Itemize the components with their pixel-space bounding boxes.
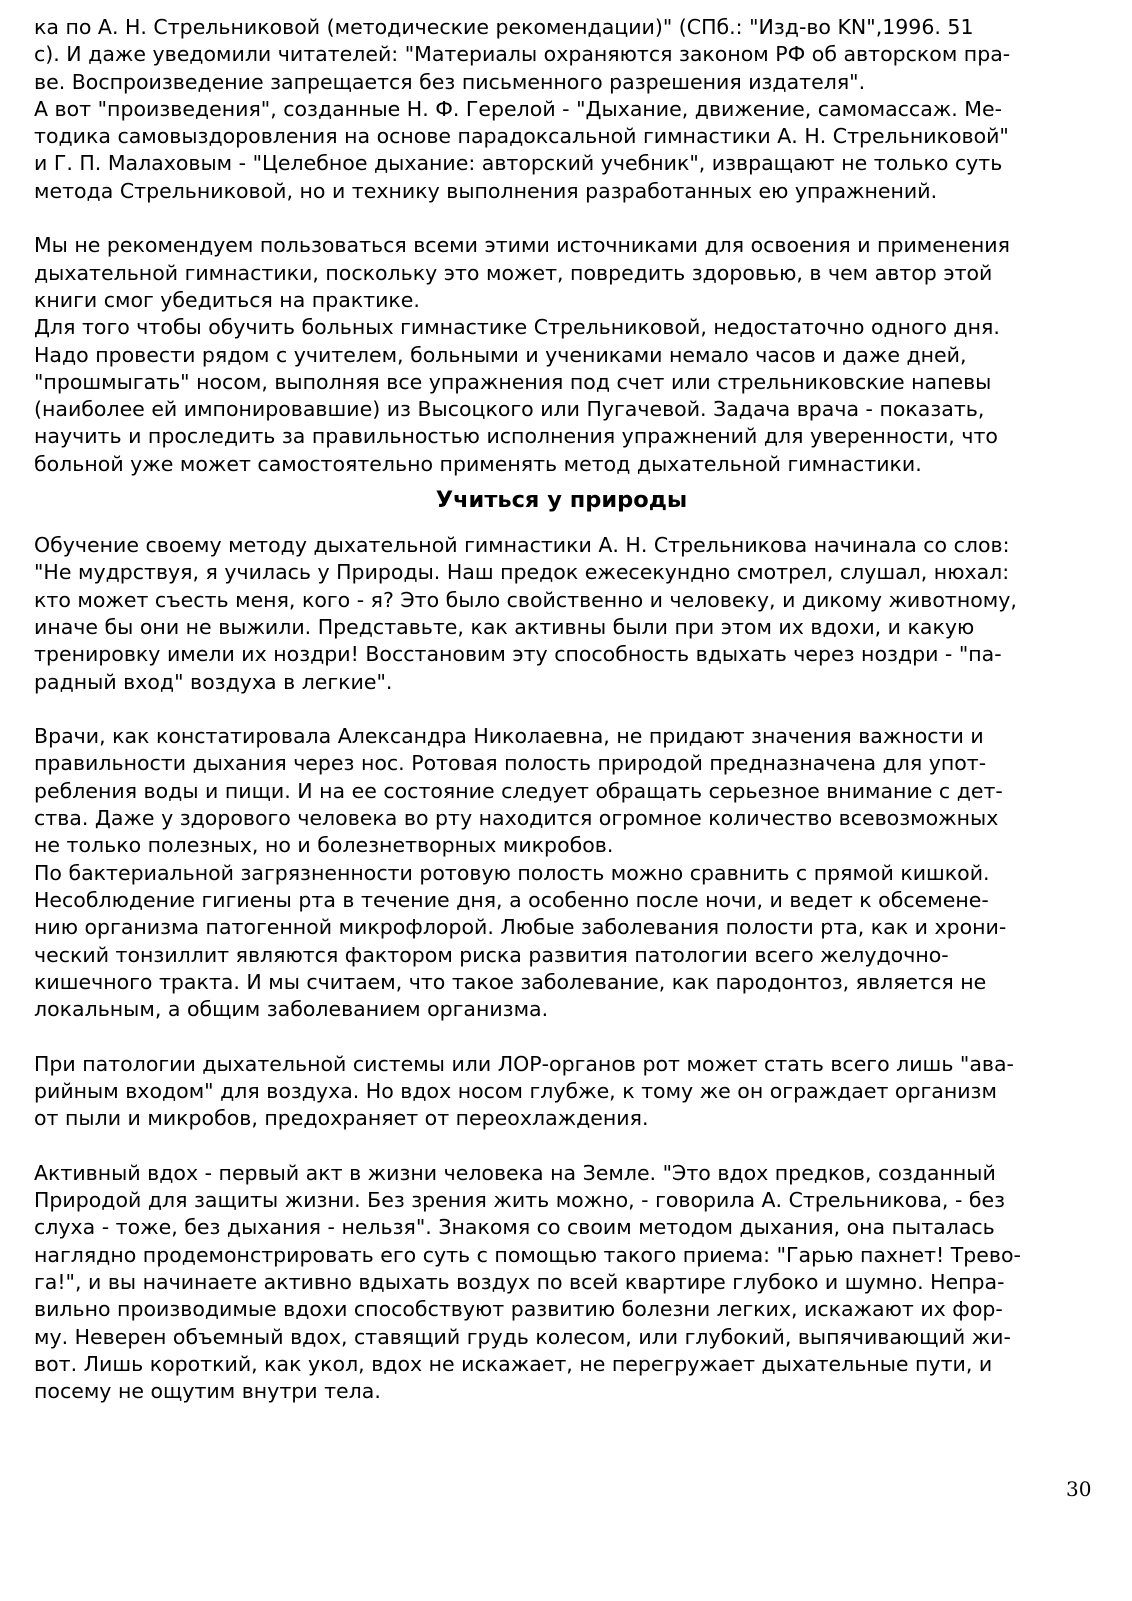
text-line: Мы не рекомендуем пользоваться всеми этими источниками для освоения и применения [34, 233, 1010, 258]
text-line: По бактериальной загрязненности ротовую полость можно сравнить с прямой кишкой. [34, 860, 990, 885]
text-line: посему не ощутим внутри тела. [34, 1379, 381, 1404]
text-line: Врачи, как констатировала Александра Николаевна, не придают значения важности и [34, 724, 984, 749]
text-line: А вот "произведения", созданные Н. Ф. Герелой - "Дыхание, движение, самомассаж. Ме- [34, 96, 1002, 121]
text-line: "Не мудрствуя, я училась у Природы. Наш предок ежесекундно смотрел, слушал, нюхал: [34, 560, 1010, 585]
text-line: "прошмыгать" носом, выполняя все упражнения под счет или стрельниковские напевы [34, 369, 992, 394]
text-line: му. Неверен объемный вдох, ставящий грудь колесом, или глубокий, выпячивающий жи- [34, 1324, 1011, 1349]
paragraph-spacer [34, 696, 1089, 723]
text-line: тренировку имели их ноздри! Восстановим эту способность вдыхать через ноздри - "па- [34, 642, 1002, 667]
text-line: кто может съесть меня, кого - я? Это было свойственно и человеку, и дикому животному, [34, 587, 1017, 612]
document-body [34, 14, 1089, 1406]
text-line: вильно производимые вдохи способствуют развитию болезни легких, искажают их фор- [34, 1297, 1003, 1322]
text-line: ве. Воспроизведение запрещается без письменного разрешения издателя". [34, 69, 866, 94]
text-line: радный вход" воздуха в легкие". [34, 669, 393, 694]
text-line: Обучение своему методу дыхательной гимнастики А. Н. Стрельникова начинала со слов: [34, 533, 1010, 558]
text-line: ребления воды и пищи. И на ее состояние следует обращать серьезное внимание с дет- [34, 778, 1003, 803]
paragraph-block-3 [34, 532, 1089, 696]
paragraph-spacer [34, 1023, 1089, 1050]
text-line: метода Стрельниковой, но и технику выполнения разработанных ею упражнений. [34, 178, 938, 203]
text-line: ка по А. Н. Стрельниковой (методические рекомендации)" (СПб.: "Изд-во KN",1996. 51 [34, 15, 974, 39]
text-line: слуха - тоже, без дыхания - нельзя". Знакомя со своим методом дыхания, она пыталась [34, 1215, 995, 1240]
text-line: ческий тонзиллит являются фактором риска развития патологии всего желудочно- [34, 942, 949, 967]
text-line: Активный вдох - первый акт в жизни человека на Земле. "Это вдох предков, созданный [34, 1160, 996, 1185]
text-line: с). И даже уведомили читателей: "Материалы охраняются законом РФ об авторском пра- [34, 42, 1011, 67]
paragraph-block-6 [34, 1160, 1089, 1406]
text-line: вот. Лишь короткий, как укол, вдох не искажает, не перегружает дыхательные пути, и [34, 1351, 993, 1376]
text-line: иначе бы они не выжили. Представьте, как активны были при этом их вдохи, и какую [34, 614, 975, 639]
paragraph-spacer [34, 1133, 1089, 1160]
text-line: рийным входом" для воздуха. Но вдох носом глубже, к тому же он ограждает организм [34, 1078, 997, 1103]
text-line: книги смог убедиться на практике. [34, 287, 420, 312]
text-line: Несоблюдение гигиены рта в течение дня, а особенно после ночи, и ведет к обсемене- [34, 887, 989, 912]
paragraph-block-2 [34, 232, 1089, 478]
text-line: га!", и вы начинаете активно вдыхать воздух по всей квартире глубоко и шумно. Непра- [34, 1270, 1005, 1295]
text-line: тодика самовыздоровления на основе парадоксальной гимнастики А. Н. Стрельниковой" [34, 124, 1009, 149]
text-line: больной уже может самостоятельно применять метод дыхательной гимнастики. [34, 451, 922, 476]
text-line: локальным, а общим заболеванием организма. [34, 997, 549, 1022]
text-line: и Г. П. Малаховым - "Целебное дыхание: авторский учебник", извращают не только суть [34, 151, 1003, 176]
text-line: Для того чтобы обучить больных гимнастике Стрельниковой, недостаточно одного дня. [34, 315, 1000, 340]
section-heading: Учиться у природы [435, 487, 688, 514]
text-line: от пыли и микробов, предохраняет от переохлаждения. [34, 1106, 649, 1131]
text-line: правильности дыхания через нос. Ротовая полость природой предназначена для упот- [34, 751, 987, 776]
text-line: не только полезных, но и болезнетворных микробов. [34, 833, 614, 858]
paragraph-block-5 [34, 1051, 1089, 1133]
text-line: Надо провести рядом с учителем, больными и учениками немало часов и даже дней, [34, 342, 967, 367]
text-line: научить и проследить за правильностью исполнения упражнений для уверенности, что [34, 424, 998, 449]
text-line: дыхательной гимнастики, поскольку это может, повредить здоровью, в чем автор этой [34, 260, 993, 285]
text-line: Природой для защиты жизни. Без зрения жить можно, - говорила А. Стрельникова, - без [34, 1188, 1006, 1213]
text-line: ства. Даже у здорового человека во рту находится огромное количество всевозможных [34, 806, 999, 831]
text-line: нию организма патогенной микрофлорой. Любые заболевания полости рта, как и хрони- [34, 915, 1007, 940]
text-line: наглядно продемонстрировать его суть с помощью такого приема: "Гарью пахнет! Трево- [34, 1242, 1021, 1267]
text-line: При патологии дыхательной системы или ЛОР-органов рот может стать всего лишь "ава- [34, 1051, 1014, 1076]
paragraph-block-1 [34, 14, 1089, 205]
text-line: кишечного тракта. И мы считаем, что такое заболевание, как пародонтоз, является не [34, 969, 987, 994]
paragraph-block-4 [34, 723, 1089, 1023]
text-line: (наиболее ей импонировавшие) из Высоцкого или Пугачевой. Задача врача - показать, [34, 397, 985, 422]
paragraph-spacer [34, 205, 1089, 232]
page-number: 30 [1066, 1477, 1092, 1501]
